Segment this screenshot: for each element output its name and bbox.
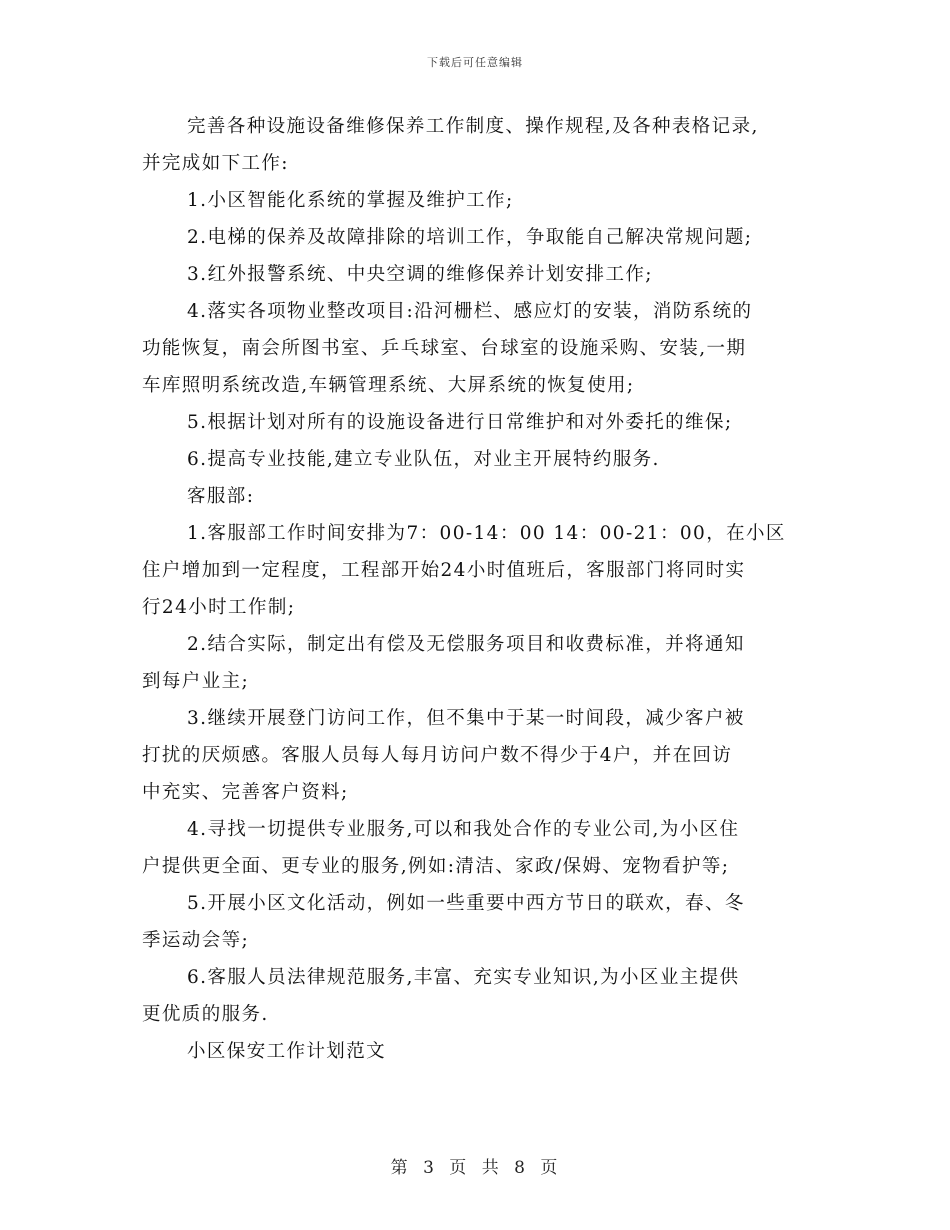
text-line: 3.继续开展登门访问工作，但不集中于某一时间段，减少客户被 <box>187 708 745 729</box>
text-line: 中充实、完善客户资料; <box>142 782 349 803</box>
text-line: 1.客服部工作时间安排为7：00-14：00 14：00-21：00，在小区 <box>187 523 786 544</box>
text-line: 3.红外报警系统、中央空调的维修保养计划安排工作; <box>187 264 653 285</box>
text-line: 4.寻找一切提供专业服务,可以和我处合作的专业公司,为小区住 <box>187 819 740 840</box>
text-line: 到每户业主; <box>142 671 250 692</box>
text-line: 并完成如下工作: <box>142 153 289 174</box>
text-line: 打扰的厌烦感。客服人员每人每月访问户数不得少于4户，并在回访 <box>142 745 733 766</box>
text-line: 2.结合实际，制定出有偿及无偿服务项目和收费标准，并将通知 <box>187 634 745 655</box>
text-line: 功能恢复，南会所图书室、乒乓球室、台球室的设施采购、安装,一期 <box>142 338 747 359</box>
text-line: 2.电梯的保养及故障排除的培训工作，争取能自己解决常规问题; <box>187 227 753 248</box>
text-line: 行24小时工作制; <box>142 597 296 618</box>
text-line: 小区保安工作计划范文 <box>187 1041 387 1062</box>
document-body <box>142 108 810 1070</box>
text-line: 客服部: <box>187 486 255 507</box>
text-line: 住户增加到一定程度，工程部开始24小时值班后，客服部门将同时实 <box>142 560 746 581</box>
page-footer: 第 3 页 共 8 页 <box>390 1158 560 1178</box>
text-line: 1.小区智能化系统的掌握及维护工作; <box>187 190 514 211</box>
page-header: 下载后可任意编辑 <box>427 56 523 69</box>
text-line: 完善各种设施设备维修保养工作制度、操作规程,及各种表格记录, <box>187 116 759 137</box>
text-line: 更优质的服务. <box>142 1004 269 1025</box>
text-line: 季运动会等; <box>142 930 250 951</box>
text-line: 户提供更全面、更专业的服务,例如:清洁、家政/保姆、宠物看护等; <box>142 856 730 877</box>
text-line: 车库照明系统改造,车辆管理系统、大屏系统的恢复使用; <box>142 375 635 396</box>
text-line: 6.提高专业技能,建立专业队伍，对业主开展特约服务. <box>187 449 660 470</box>
text-line: 4.落实各项物业整改项目:沿河栅栏、感应灯的安装，消防系统的 <box>187 301 753 322</box>
text-line: 5.根据计划对所有的设施设备进行日常维护和对外委托的维保; <box>187 412 733 433</box>
text-line: 6.客服人员法律规范服务,丰富、充实专业知识,为小区业主提供 <box>187 967 740 988</box>
text-line: 5.开展小区文化活动，例如一些重要中西方节日的联欢，春、冬 <box>187 893 745 914</box>
